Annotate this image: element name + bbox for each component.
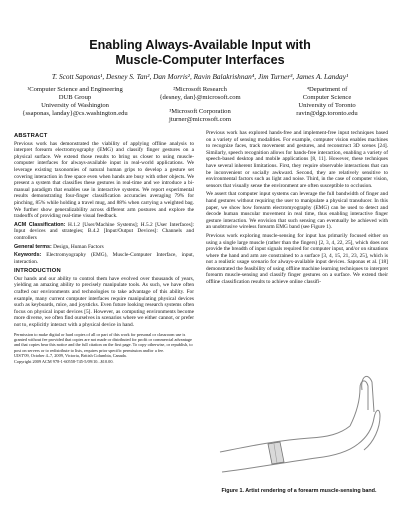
affiliation-uoft (268, 86, 386, 118)
abstract-text: Previous work has demonstrated the viability of applying offline analysis to interpret forearm electromyography (EMG) and classify finger gestures on a physical surface. We extend those results to bring us closer to using muscle-computer interfaces for always-available input in real-world applications. We leverage existing taxonomies of natural human grips to develop a gesture set covering interaction in free space even when hands are busy with other objects. We present a system that classifies these gestures in real-time and we introduce a bi-manual paradigm that enables use in interactive systems. We report experimental results demonstrating four-finger classification accuracies averaging 79% for pinching, 85% while holding a travel mug, and 88% when carrying a weighted bag. We further show generalizability across different arm postures and explore the tradeoffs of providing real-time visual feedback. (14, 140, 194, 220)
introduction-text: Our hands and our ability to control them have evolved over thousands of years, yielding an amazing ability to precisely manipulate tools. As such, we have often crafted our environments and technologies to take advantage of this ability. For example, many current computer interfaces require manipulating physical devices such as keyboards, mice, and joysticks. Even future looking research systems often focus on physical input devices [5]. However, as computing environments become more diverse, we often find ourselves in scenarios where we either cannot, or prefer not to, explicitly interact with a physical device in hand. (14, 275, 194, 329)
affiliation-line: University of Toronto (298, 102, 356, 109)
footnote-permission: Permission to make digital or hard copies of all or part of this work for personal or classroom use is granted without fee provided that copies are not made or distributed for profit or commercial advantage and that copies bear this notice and the full citation on the first page. To copy otherwise, or republish, to post on servers or to redistribute to lists, requires prior specific permission and/or a fee. (14, 331, 193, 353)
affiliation-line: DUB Group (58, 94, 92, 101)
affiliation-line: University of Washington (41, 102, 109, 109)
thumb-outline (358, 410, 380, 450)
left-column (14, 130, 194, 364)
keywords-text: Electromyography (EMG), Muscle-Computer Interface, input, interaction. (14, 252, 194, 265)
figure-caption: Figure 1. Artist rendering of a forearm muscle-sensing band. (221, 488, 377, 494)
affiliation-email: ravin@dgp.toronto.edu (296, 110, 358, 117)
footnote (14, 332, 194, 364)
affiliation-line: Computer Science (302, 94, 352, 101)
affiliation-line: ³Microsoft Corporation (169, 108, 231, 115)
finger-outline (350, 381, 368, 426)
forearm-band-figure (210, 360, 388, 480)
title-line-1: Enabling Always-Available Input with (89, 38, 311, 52)
forearm-outline-top (220, 426, 350, 452)
affiliation-line: ¹Computer Science and Engineering (27, 86, 123, 93)
acm-text: H.1.2 [User/Machine Systems]; H.5.2 [User Interfaces]: Input devices and strategies; B.4.2 [Input/Output Devices]: Channels and controllers (14, 221, 194, 241)
title-line-2: Muscle-Computer Interfaces (115, 53, 285, 67)
acm-classification (14, 222, 194, 242)
abstract-heading: ABSTRACT (14, 133, 48, 139)
body-paragraph: Previous work exploring muscle-sensing for input has primarily focused either on using a single large muscle (rather than the fingers) [2, 3, 4, 22, 25], which does not provide the breadth of input signals required for computer input, and/or on situations where the hand and arm are constrained to a surface [3, 4, 15, 21, 23, 25], which is not a realistic usage scenario for always-available input devices. Saponas et al. [18] demonstrated the feasibility of using offline machine learning techniques to interpret forearm muscle-sensing and classify finger gestures on a surface. We extend their offline classification results to achieve online classifi- (206, 232, 388, 286)
general-terms-text: Design, Human Factors (53, 243, 104, 250)
right-column (206, 130, 388, 288)
author-list: T. Scott Saponas¹, Desney S. Tan², Dan Morris², Ravin Balakrishnan⁴, Jim Turner³, James A. Landay¹ (51, 72, 349, 81)
affiliation-email: jturner@microsoft.com (169, 116, 231, 123)
forearm-outline-bottom (222, 444, 358, 472)
general-terms-label: General terms: (14, 243, 52, 250)
band-segment (268, 442, 284, 464)
affiliation-email: {desney, dan}@microsoft.com (159, 94, 241, 101)
keywords-label: Keywords: (14, 252, 42, 259)
affiliation-msr (140, 86, 260, 124)
body-paragraph: We assert that computer input systems can leverage the full bandwidth of finger and hand gestures without requiring the user to manipulate a physical transducer. In this paper, we show how forearm electromyography (EMG) can be used to detect and decode human muscular movement in real time, thus enabling interactive finger gesture interaction. We envision that such sensing can eventually be achieved with an unobtrusive wireless forearm EMG band (see Figure 1). (206, 191, 388, 231)
affiliation-uw (14, 86, 136, 118)
general-terms (14, 244, 194, 251)
emg-band (268, 442, 284, 464)
introduction-heading: INTRODUCTION (14, 268, 61, 275)
footnote-venue: UIST'09, October 4–7, 2009, Victoria, British Columbia, Canada. (14, 353, 127, 359)
affiliation-email: {ssaponas, landay}@cs.washington.edu (22, 110, 128, 117)
affiliation-line: ⁴Department of (306, 86, 348, 93)
affiliation-line: ²Microsoft Research (173, 86, 227, 93)
paper-title (0, 38, 400, 68)
body-paragraph: Previous work has explored hands-free and implement-free input techniques based on a variety of sensing modalities. For example, computer vision enables machines to recognize faces, track movement and gestures, and reconstruct 3D scenes [24]. Similarly, speech recognition allows for hands-free interaction, enabling a variety of speech-based desktop and mobile applications [8, 11]. However, these techniques have several inherent limitations. First, they require observable interactions that can be inconvenient or socially awkward. Second, they are relatively sensitive to environmental factors such as light and noise. Third, in the case of computer vision, sensors that visually sense the environment are often susceptible to occlusion. (206, 130, 388, 189)
keywords (14, 252, 194, 265)
footnote-copyright: Copyright 2009 ACM 978-1-60558-745-5/09/10...$10.00. (14, 358, 114, 364)
acm-label: ACM Classification: (14, 221, 66, 228)
